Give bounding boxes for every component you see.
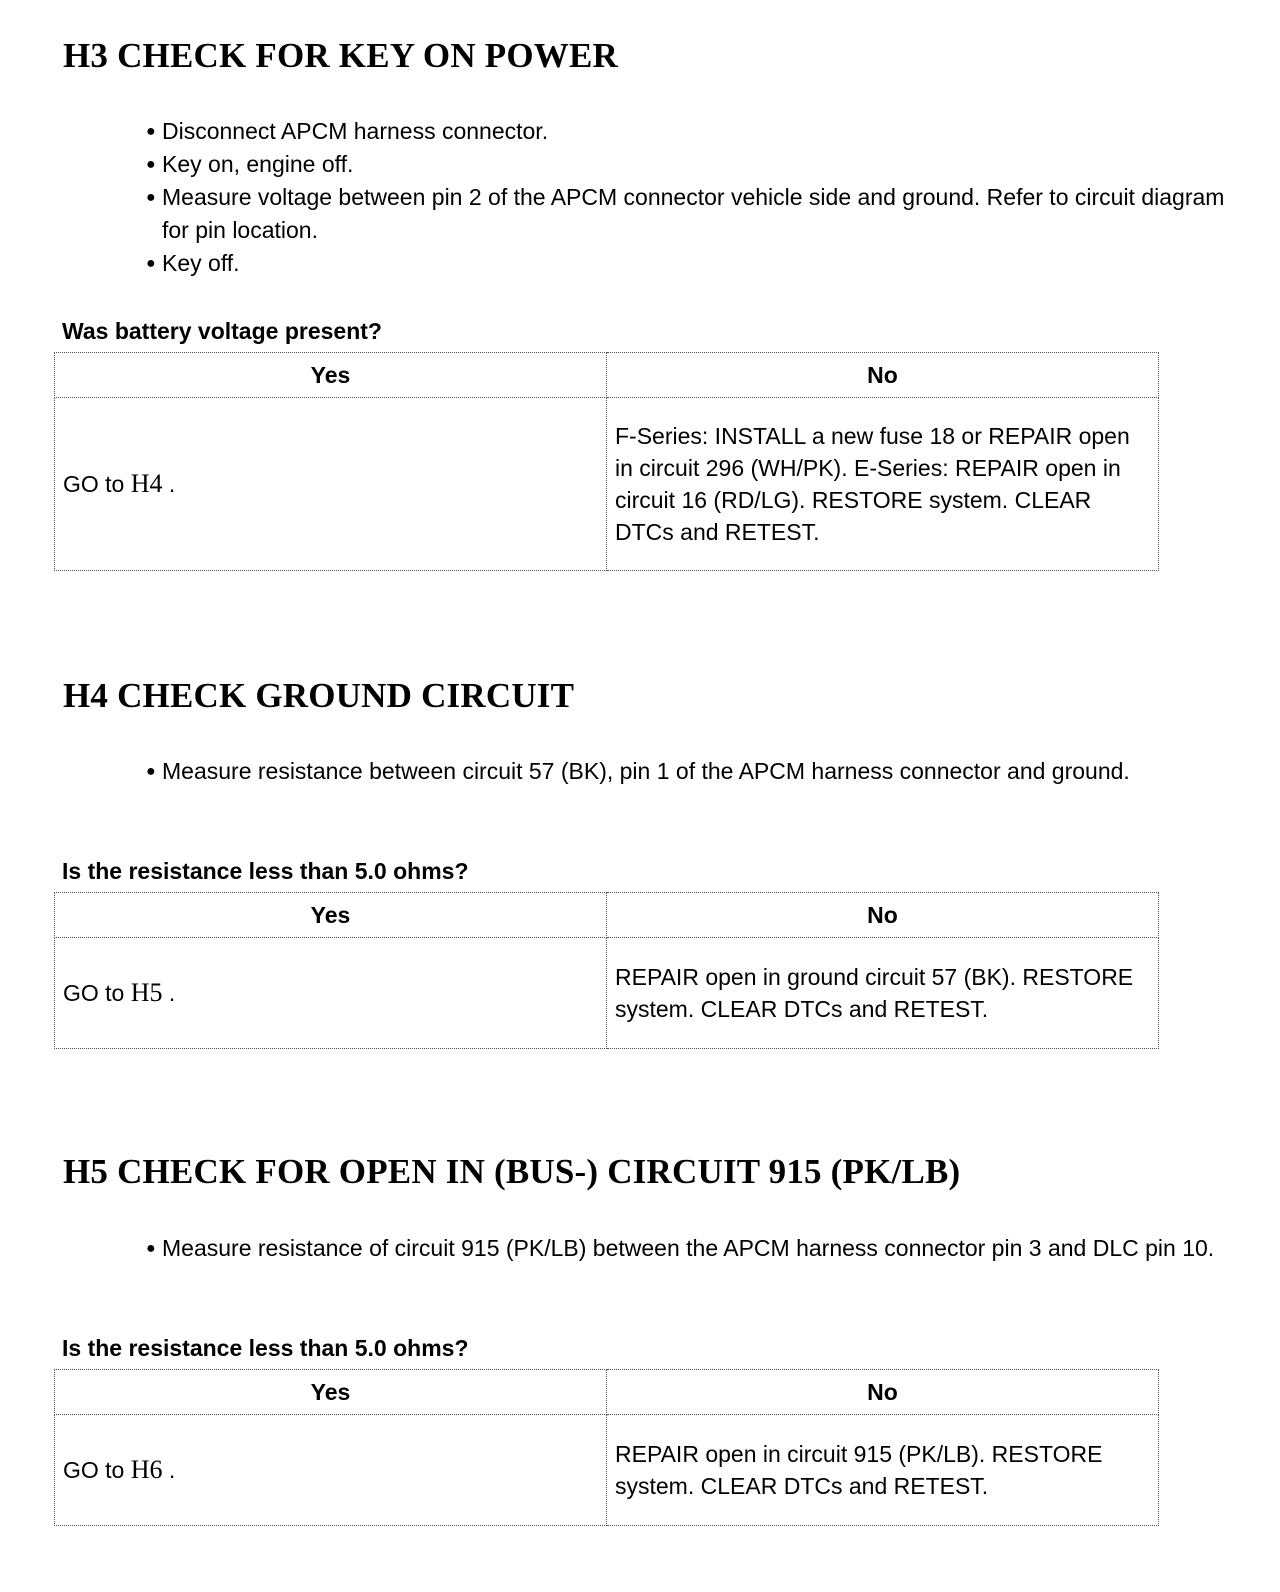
bullet-icon: ● xyxy=(146,1240,156,1257)
goto-link-h4[interactable]: H4 xyxy=(130,469,163,498)
yes-header: Yes xyxy=(55,353,607,398)
no-cell: F-Series: INSTALL a new fuse 18 or REPAIR open in circuit 296 (WH/PK). E-Series: REPAIR open in circuit 16 (RD/LG). RESTORE system. CLEAR DTCs and RETEST. xyxy=(607,398,1159,571)
result-table xyxy=(54,892,1159,1049)
yes-header: Yes xyxy=(55,893,607,938)
step-item: ● Key on, engine off. xyxy=(146,148,1256,181)
bullet-icon: ● xyxy=(146,763,156,780)
goto-link-h5[interactable]: H5 xyxy=(130,978,163,1007)
no-header: No xyxy=(607,1370,1159,1415)
bullet-icon: ● xyxy=(146,156,156,173)
no-header: No xyxy=(607,353,1159,398)
question-text: Was battery voltage present? xyxy=(62,318,382,344)
no-cell: REPAIR open in circuit 915 (PK/LB). RESTORE system. CLEAR DTCs and RETEST. xyxy=(607,1415,1159,1526)
yes-cell: GO to H5 . xyxy=(55,938,607,1049)
step-item: ● Measure voltage between pin 2 of the APCM connector vehicle side and ground. Refer to circuit diagram for pin location. xyxy=(146,181,1256,247)
section-heading: H4 CHECK GROUND CIRCUIT xyxy=(63,676,575,715)
yes-header: Yes xyxy=(55,1370,607,1415)
result-table xyxy=(54,352,1159,571)
step-item: ● Measure resistance between circuit 57 (BK), pin 1 of the APCM harness connector and ground. xyxy=(146,755,1256,788)
section-heading: H5 CHECK FOR OPEN IN (BUS-) CIRCUIT 915 (PK/LB) xyxy=(63,1152,961,1191)
question-text: Is the resistance less than 5.0 ohms? xyxy=(62,1335,469,1361)
bullet-icon: ● xyxy=(146,189,156,206)
goto-link-h6[interactable]: H6 xyxy=(130,1455,163,1484)
question-text: Is the resistance less than 5.0 ohms? xyxy=(62,858,469,884)
step-list xyxy=(146,115,1256,280)
result-table xyxy=(54,1369,1159,1526)
step-item: ● Measure resistance of circuit 915 (PK/LB) between the APCM harness connector pin 3 and DLC pin 10. xyxy=(146,1232,1256,1265)
bullet-icon: ● xyxy=(146,255,156,272)
yes-cell: GO to H6 . xyxy=(55,1415,607,1526)
section-heading: H3 CHECK FOR KEY ON POWER xyxy=(63,36,618,75)
no-header: No xyxy=(607,893,1159,938)
yes-cell: GO to H4 . xyxy=(55,398,607,571)
no-cell: REPAIR open in ground circuit 57 (BK). RESTORE system. CLEAR DTCs and RETEST. xyxy=(607,938,1159,1049)
step-list xyxy=(146,1232,1256,1265)
step-list xyxy=(146,755,1256,788)
step-item: ● Key off. xyxy=(146,247,1256,280)
step-item: ● Disconnect APCM harness connector. xyxy=(146,115,1256,148)
bullet-icon: ● xyxy=(146,123,156,140)
